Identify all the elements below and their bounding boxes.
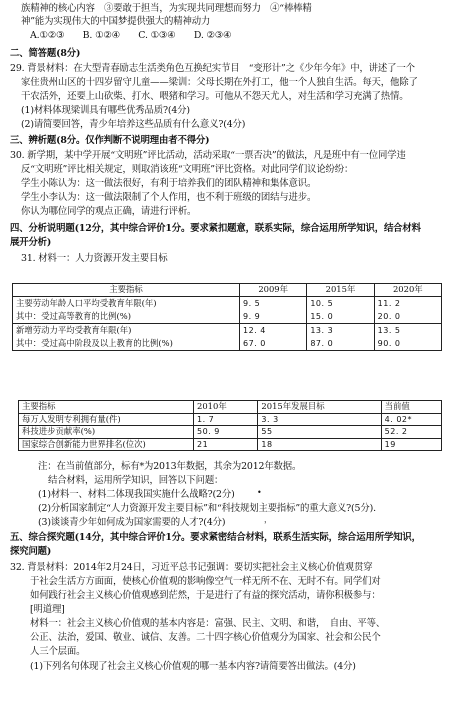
table-header: 2009年 xyxy=(240,284,307,297)
material-label: [明道理] xyxy=(30,604,65,615)
science-indicator-table xyxy=(18,400,442,451)
table-cell: 55 xyxy=(258,426,381,439)
table-header: 2015年发展目标 xyxy=(258,401,381,414)
question-text: 于社会生活方方面面，使核心价值观的影响像空气一样无所不在、无时不有。同学们对 xyxy=(30,576,381,587)
section-heading: 三、辨析题(8分。仅作判断不说明理由者不得分) xyxy=(10,135,210,146)
option-line: 神”能为实现伟大的中国梦提供强大的精神动力 xyxy=(21,16,211,27)
table-cell: 3. 3 xyxy=(258,413,381,426)
table-header: 2020年 xyxy=(374,284,441,297)
table-cell: 19 xyxy=(381,438,441,451)
table-cell: 18 xyxy=(258,438,381,451)
table-cell: 13. 3 87. 0 xyxy=(307,323,374,350)
table-header: 主要指标 xyxy=(19,401,194,414)
question-text: 结合材料，运用所学知识，回答以下问题： xyxy=(48,475,224,486)
table-cell: 11. 2 20. 0 xyxy=(374,296,441,323)
table-cell: 科技进步贡献率(%) xyxy=(19,426,194,439)
material-title: 31. 材料一：人力资源开发主要目标 xyxy=(21,253,168,264)
sub-question: (2)分析国家制定“人力资源开发主要目标”和“科技规划主要指标”的重大意义?(5分). xyxy=(38,503,376,514)
table-cell: 9. 5 9. 9 xyxy=(240,296,307,323)
opinion-line: 学生小李认为：这一做法限制了个人作用，也不利于班级的团结与进步。 xyxy=(21,192,317,203)
talent-indicator-table xyxy=(12,283,442,351)
sub-question: (3)谈谈青少年如何成为国家需要的人才?(4分) xyxy=(38,517,226,528)
question-text: 32. 背景材料：2014年2月24日，习近平总书记强调：要切实把社会主义核心价值观贯穿 xyxy=(10,562,373,573)
sub-question: (1)材料一、材料二体现我国实施什么战略?(2分) xyxy=(38,489,235,500)
section-heading: 四、分析说明题(12分，其中综合评价1分。要求紧扣题意，联系实际，综合运用所学知识，结合材料 xyxy=(10,223,421,234)
material-text: 公正、法治，爱国、敬业、诚信、友善。二十四字核心价值观分为国家、社会和公民个 xyxy=(30,632,381,643)
sub-question: (2)请简要回答，青少年培养这些品质有什么意义?(4分) xyxy=(21,119,246,130)
question-text: 如何践行社会主义核心价值观感到茫然，于是进行了有益的探究活动，请你积极参与： xyxy=(30,590,381,601)
material-text: 人三个层面。 xyxy=(30,646,86,657)
stray-mark: ， xyxy=(264,515,272,524)
stray-mark: • xyxy=(257,488,262,497)
table-cell: 新增劳动力平均受教育年限(年) 其中：受过高中阶段及以上教育的比例(%) xyxy=(13,323,240,350)
table-cell: 12. 4 67. 0 xyxy=(240,323,307,350)
section-heading: 五、综合探究题(14分，其中综合评价1分。要求紧密结合材料，联系生活实际，综合运用所学知识， xyxy=(10,532,421,543)
question-text: 干农活外，还要上山砍柴、打水、喂猪和学习。可他从不怨天尤人，对生活和学习充满了热情。 xyxy=(21,91,409,102)
table-cell: 每万人发明专利拥有量(件) xyxy=(19,413,194,426)
section-heading: 探究问题) xyxy=(10,546,52,557)
section-heading: 二、简答题(8分) xyxy=(10,48,81,59)
opinion-line: 学生小陈认为：这一做法很好，有利于培养我们的团队精神和集体意识。 xyxy=(21,178,317,189)
answer-options: A.①②③ B. ①②④ C. ①③④ D. ②③④ xyxy=(30,30,232,41)
question-text: 反“文明班”评比相关规定，则取消该班“文明班”评比资格。对此同学们议论纷纷： xyxy=(21,164,354,175)
sub-question: (1)下列名句体现了社会主义核心价值观的哪一基本内容?请简要答出做法。(4分) xyxy=(30,661,356,672)
table-note: 注：在当前值部分，标有*为2013年数据，其余为2012年数据。 xyxy=(38,461,302,472)
table-cell: 4. 02* xyxy=(381,413,441,426)
table-cell: 国家综合创新能力世界排名(位次) xyxy=(19,438,194,451)
section-heading: 展开分析) xyxy=(10,237,52,248)
table-cell: 1. 7 xyxy=(194,413,258,426)
material-text: 材料一：社会主义核心价值观的基本内容是：富强、民主、文明、和谐， 自由、平等、 xyxy=(30,618,386,629)
question-text: 家住贵州山区的十四岁留守儿童——梁训：父母长期在外打工，他一个人独自生活。每天，他除了 xyxy=(21,77,418,88)
question-text: 29. 背景材料：在大型青春励志生活类角色互换纪实节目 “变形计”之《少年今年》中，讲述了一个 xyxy=(10,63,415,74)
table-header: 当前值 xyxy=(381,401,441,414)
table-cell: 21 xyxy=(194,438,258,451)
sub-question: (1)材料体现梁训具有哪些优秀品质?(4分) xyxy=(21,105,190,116)
table-cell: 主要劳动年龄人口平均受教育年限(年) 其中：受过高等教育的比例(%) xyxy=(13,296,240,323)
option-line: 族精神的核心内容 ③要敢于担当，为实现共同理想而努力 ④“棒棒精 xyxy=(21,3,312,14)
table-cell: 52. 2 xyxy=(381,426,441,439)
question-text: 30. 新学期，某中学开展“文明班”评比活动，活动采取“一票否决”的做法，凡是班中有一位同学违 xyxy=(10,150,406,161)
table-header: 主要指标 xyxy=(13,284,240,297)
table-cell: 50. 9 xyxy=(194,426,258,439)
table-cell: 13. 5 90. 0 xyxy=(374,323,441,350)
table-cell: 10. 5 15. 0 xyxy=(307,296,374,323)
table-header: 2010年 xyxy=(194,401,258,414)
question-text: 你认为哪位同学的观点正确，请进行评析。 xyxy=(21,206,197,217)
table-header: 2015年 xyxy=(307,284,374,297)
